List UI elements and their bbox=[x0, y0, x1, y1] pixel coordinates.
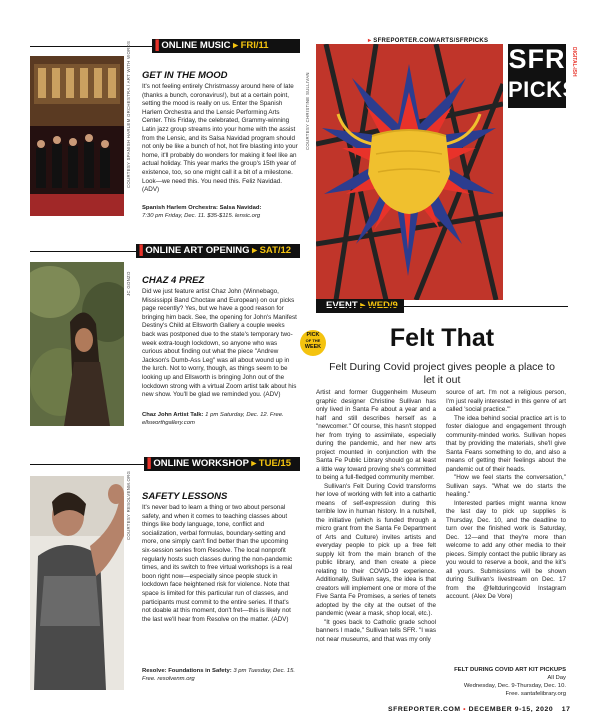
pick-badge-line1: PICK bbox=[306, 332, 320, 338]
music-header bbox=[152, 39, 300, 53]
event-subtitle: Felt During Covid project gives people a place to let it out bbox=[329, 361, 555, 386]
event-info-line2: Wednesday, Dec. 9-Thursday, Dec. 10. bbox=[463, 683, 566, 689]
page-footer: SFREPORTER.COM • DECEMBER 9-15, 2020 17 bbox=[388, 706, 571, 713]
music-info-detail: 7:30 pm Friday, Dec. 11. $35-$115. lensic.org bbox=[142, 213, 261, 220]
footer-dates: DECEMBER 9-15, 2020 bbox=[468, 706, 554, 713]
workshop-photo-credit: COURTESY RESOLVENM.ORG bbox=[126, 470, 131, 540]
event-col2-para: The idea behind social practice art is to foster dialogue and engagement through community-minded works. Sullivan hopes that by providing the materials, she'll give Santa Feans something to do, and also a means of getting their feelings about the pandemic out of their heads. bbox=[446, 414, 566, 473]
pick-badge-line2: OF THE bbox=[305, 338, 321, 343]
event-col2-para: source of art. I'm not a religious person, I'm just really interested in this genre of art called 'social practice.'" bbox=[446, 389, 566, 413]
event-photo-credit: COURTESY CHRISTINE SULLIVAN bbox=[305, 72, 310, 150]
workshop-body: It's never bad to learn a thing or two about personal safety, and when it comes to teaching classes about things like body language, tone, conflict and socialization, verbal formulas, boundary-setting and more, one simply can't find better than the upcoming six-session series from Resolve. The local nonprofit regularly hosts such classes during the non-pandemic times, and its switch to free virtual workshops is a real boon right now—especially since people stuck in lockdown face heightened risk for violence. Note that space is limited for this particular run of classes, and participants must commit to the entire series. If that's not doable at this moment, don't fret—this is likely not the last we'll hear from Resolve on the matter. (ADV) bbox=[142, 504, 293, 623]
music-info bbox=[142, 204, 298, 220]
event-title: Felt That bbox=[389, 324, 495, 352]
art-photo-credit: JC GONZO bbox=[126, 271, 131, 296]
art-title: CHAZ 4 PREZ bbox=[142, 275, 205, 286]
art-date-arrow-icon: ▸ bbox=[252, 245, 257, 256]
masthead-sfr: SFR bbox=[508, 44, 566, 74]
pick-badge-line3: WEEK bbox=[304, 344, 322, 350]
workshop-arrow-icon: ▐ bbox=[144, 458, 151, 469]
art-date: SAT/12 bbox=[259, 245, 292, 256]
music-title: GET IN THE MOOD bbox=[142, 70, 228, 81]
event-photo bbox=[316, 44, 503, 300]
art-header bbox=[136, 244, 300, 258]
music-body: It's not feeling entirely Christmassy around here of late (thanks a bunch, coronavirus!), but at a certain point, setting the mood is really on us. Enter the Spanish Harlem Orchestra and the Lensic Performing Arts Center. This Friday, the celebrated, Grammy-winning Latin jazz group streams into your home with the assist from the Lensic, and its Salsa Navidad program should not only be like a bunch of hot, hot fire blasting into your home, it'll probably do wonders for making it feel like an actual holiday. This year marks the group's 15th year of existence, too, so one might call it a bit of a milestone. Look—we need this. You need this. Feliz Navidad. (ADV) bbox=[142, 83, 298, 194]
music-category: ONLINE MUSIC bbox=[161, 40, 231, 51]
art-category: ONLINE ART OPENING bbox=[145, 245, 250, 256]
event-col2-para: "How we feel starts the conversation," Sullivan says. "What we do starts the healing." bbox=[446, 474, 566, 498]
workshop-info-detail: 3 pm Tuesday, Dec. 15. Free. resolvenm.org bbox=[142, 668, 295, 683]
music-date-arrow-icon: ▸ bbox=[233, 40, 238, 51]
art-info-detail: 1 pm Saturday, Dec. 12. Free. ellsworthgallery.com bbox=[142, 412, 284, 427]
music-date: FRI/11 bbox=[240, 40, 269, 51]
music-info-title: Spanish Harlem Orchestra: Salsa Navidad: bbox=[142, 205, 262, 211]
footer-site: SFREPORTER.COM bbox=[388, 706, 461, 713]
event-col2-para: Interested parties might wanna know the last day to pick up supplies is Thursday, Dec. 10, and the deadline to turn over the finished work is Saturday, Dec. 12—and that they're more than welcome to add any other media to their pieces. Simply contact the public library as you would to reserve a book, and the kit's all yours. Submissions will be shown during Sullivan's livestream on Dec. 17 from the @feltduringcovid Instagram account. (Alex De Vore) bbox=[446, 499, 566, 600]
event-info-title: FELT DURING COVID ART KIT PICKUPS bbox=[454, 667, 566, 673]
event-column-1 bbox=[316, 389, 436, 644]
art-photo bbox=[30, 262, 124, 426]
art-info-title: Chaz John Artist Talk: bbox=[142, 412, 204, 418]
event-info-line1: All Day bbox=[547, 675, 566, 681]
event-col1-para: Sullivan's Felt During Covid transforms her love of working with felt into a cathartic means of self-expression during this terrible low in human history. In a nutshell, the initiative (which is funded through a micro grant from the Santa Fe Department of Arts and Culture) invites artists and everyday people to pick up a free felt supply kit from the main branch of the public library, and then create a piece relating to their COVID-19 experience. Additionally, Sullivan says, the idea is that creators will implement one or more of the Five Santa Fe Promises, a series of tenets adopted by the city at the outset of the pandemic (wear a mask, shop local, etc.). bbox=[316, 482, 436, 617]
event-column-2 bbox=[446, 389, 566, 602]
masthead-edition: DIGITAL-ISH bbox=[571, 47, 577, 77]
workshop-info bbox=[142, 667, 298, 683]
workshop-title: SAFETY LESSONS bbox=[142, 491, 228, 502]
workshop-date-arrow-icon: ▸ bbox=[251, 458, 257, 469]
workshop-date: TUE/15 bbox=[258, 458, 292, 469]
workshop-info-title: Resolve: Foundations in Safety: bbox=[142, 668, 232, 674]
event-col1-para: "It goes back to Catholic grade school banners I made," Sullivan tells SFR. "I was not near museums, and that was my only bbox=[316, 618, 436, 643]
art-arrow-icon: ▐ bbox=[136, 245, 143, 256]
music-photo bbox=[30, 56, 124, 216]
footer-page-number: 17 bbox=[561, 706, 571, 713]
workshop-photo bbox=[30, 476, 124, 690]
masthead-picks: PICKS bbox=[508, 77, 578, 102]
event-info-line3: Free. santafelibrary.org bbox=[505, 691, 566, 697]
workshop-header bbox=[144, 457, 300, 471]
art-body: Did we just feature artist Chaz John (Winnebago, Mississippi Band Choctaw and European) on our picks page recently? Yes, but we have a good reason for bringing him back. See, the opening for John's Manifest Destiny's Child at Ellsworth Gallery a couple weeks back was postponed due to the state's temporary two-week extra-tough lockdown, so anyone who was curious about finding out what the piece "Andrew Jackson's Dumb-Ass Leg" was all about wound up in the lurch. Not to worry, though, as things seem to be looking up and Ellsworth is bringing John out of the lockdown strong with a virtual Zoom artist talk about his new show. You'll be glad we reminded you. (ADV) bbox=[142, 288, 297, 399]
event-rule bbox=[316, 306, 568, 307]
event-col1-para: Artist and former Guggenheim Museum graphic designer Christine Sullivan has only lived in Santa Fe about a year and a half and still describes herself as a "newcomer." Of course, this hasn't stopped her from trying to assimilate, especially during the pandemic, and her new arts project mounted in conjunction with the Santa Fe Public Library should go at least a little way toward proving she's committed to being a full-fledged community member. bbox=[316, 389, 436, 481]
art-info bbox=[142, 411, 298, 427]
music-arrow-icon: ▐ bbox=[152, 40, 159, 51]
event-info-box bbox=[446, 666, 566, 698]
workshop-category: ONLINE WORKSHOP bbox=[153, 458, 249, 469]
music-photo-credit: COURTESY SPANISH HARLEM ORCHESTRA / ART WITH WORDS bbox=[126, 40, 131, 188]
page-url: ▸ SFREPORTER.COM/ARTS/SFRPICKS bbox=[368, 38, 489, 44]
